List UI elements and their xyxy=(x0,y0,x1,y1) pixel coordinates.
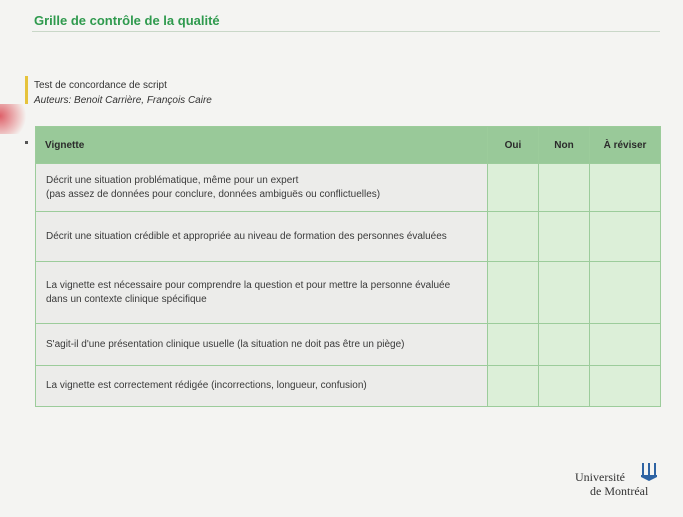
non-cell[interactable] xyxy=(539,164,590,212)
title-divider xyxy=(32,31,660,32)
a-reviser-cell[interactable] xyxy=(590,164,661,212)
bullet-dot xyxy=(25,141,28,144)
authors-line: Auteurs: Benoit Carrière, François Caire xyxy=(34,95,212,106)
logo-line-universite: Université xyxy=(575,470,625,484)
script-test-subtitle: Test de concordance de script xyxy=(34,80,167,91)
criterion-text: La vignette est correctement rédigée (incorrections, longueur, confusion) xyxy=(36,366,488,407)
table-row xyxy=(36,262,661,324)
a-reviser-cell[interactable] xyxy=(590,324,661,366)
oui-cell[interactable] xyxy=(488,324,539,366)
non-cell[interactable] xyxy=(539,212,590,262)
table-row xyxy=(36,212,661,262)
table-row xyxy=(36,324,661,366)
a-reviser-cell[interactable] xyxy=(590,262,661,324)
header-a-reviser: À réviser xyxy=(590,127,661,164)
quality-checklist-table xyxy=(35,126,661,407)
red-accent-glow xyxy=(0,104,30,134)
criterion-text: Décrit une situation problématique, même pour un expert (pas assez de données pour conclure, données ambiguës ou conflictuelles) xyxy=(36,164,488,212)
header-non: Non xyxy=(539,127,590,164)
yellow-accent-bar xyxy=(25,76,28,104)
logo-line-montreal: de Montréal xyxy=(590,484,649,498)
header-oui: Oui xyxy=(488,127,539,164)
table-row xyxy=(36,366,661,407)
table-header-row xyxy=(36,127,661,164)
slide-title: Grille de contrôle de la qualité xyxy=(34,13,220,28)
universite-de-montreal-logo xyxy=(575,462,665,500)
header-vignette: Vignette xyxy=(36,127,488,164)
criterion-text: Décrit une situation crédible et appropriée au niveau de formation des personnes évaluées xyxy=(36,212,488,262)
non-cell[interactable] xyxy=(539,262,590,324)
oui-cell[interactable] xyxy=(488,164,539,212)
criterion-text: S'agit-il d'une présentation clinique usuelle (la situation ne doit pas être un piège) xyxy=(36,324,488,366)
oui-cell[interactable] xyxy=(488,262,539,324)
udem-shield-icon xyxy=(640,462,658,482)
table-row xyxy=(36,164,661,212)
non-cell[interactable] xyxy=(539,324,590,366)
a-reviser-cell[interactable] xyxy=(590,366,661,407)
oui-cell[interactable] xyxy=(488,212,539,262)
non-cell[interactable] xyxy=(539,366,590,407)
a-reviser-cell[interactable] xyxy=(590,212,661,262)
oui-cell[interactable] xyxy=(488,366,539,407)
criterion-text: La vignette est nécessaire pour comprendre la question et pour mettre la personne évaluée dans un contexte clinique spécifique xyxy=(36,262,488,324)
